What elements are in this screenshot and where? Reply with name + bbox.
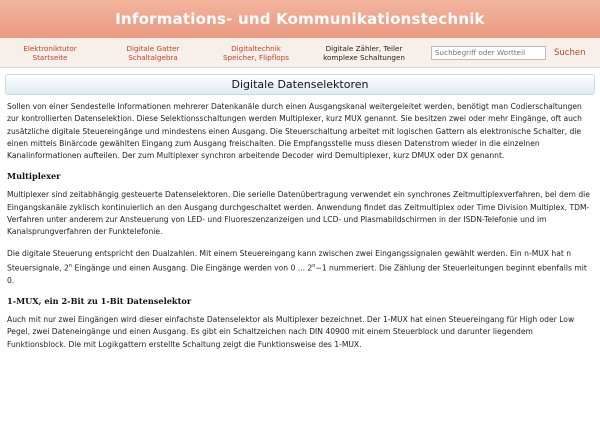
nav-link-line1: Elektroniktutor (23, 43, 77, 53)
page-title-bar (5, 74, 595, 95)
page-title: Digitale Datenselektoren (231, 78, 369, 91)
text-fragment: Eingänge und einen Ausgang. Die Eingänge werden von 0 ... 2 (72, 263, 313, 273)
site-title: Informations- und Kommunikationstechnik (115, 10, 485, 28)
search-input[interactable] (431, 46, 546, 60)
multiplexer-paragraph-2 (7, 248, 593, 287)
superscript-n: n (312, 262, 316, 269)
nav-link-gatter[interactable] (108, 44, 198, 62)
multiplexer-paragraph-1: Multiplexer sind zeitabhängig gesteuerte Datenselektoren. Die serielle Datenübertragung verwendet ein synchrones Zeitmultiplexverfahren, bei dem die Eingangskanäle zyklisch kontinuierlich an den Ausgang durchgeschaltet werden. Anwendung findet das Zeitmultiplex oder Time Division Multiplex, TDM-Verfahren unter anderem zur Ansteuerung von LED- und Fluoreszenzanzeigen und LCD- und Plasmabildschirmen in der ISDN-Telefonie und im Kanalsprungverfahren der Funktelefonie. (7, 190, 590, 237)
section-heading-1-mux: 1-MUX, ein 2-Bit zu 1-Bit Datenselektor (7, 296, 192, 307)
site-banner (0, 0, 600, 38)
text-fragment: Die digitale Steuerung entspricht den Dualzahlen. Mit einem Steuereingang kann zwischen zwei Eingangssignalen gewählt werden. Ein n-MUX hat n Steuersignale, 2 (7, 248, 572, 273)
main-content (0, 95, 600, 351)
top-navigation (0, 38, 600, 68)
search-area (431, 46, 585, 60)
section-heading-multiplexer: Multiplexer (7, 171, 61, 182)
nav-link-line1: Digitale Zähler, Teiler (325, 43, 403, 53)
nav-link-startseite[interactable] (6, 44, 94, 62)
text-fragment: −1 nummeriert. Die Zählung der Steuerleitungen beginnt ebenfalls mit 0. (7, 263, 587, 285)
nav-link-speicher[interactable] (210, 44, 302, 62)
nav-link-line2: Speicher, Flipflops (223, 52, 289, 62)
search-button[interactable]: Suchen (554, 47, 586, 58)
nav-link-line1: Digitaltechnik (231, 43, 281, 53)
nav-link-line1: Digitale Gatter (126, 43, 180, 53)
nav-link-line2: Startseite (32, 52, 68, 62)
nav-link-line2: Schaltalgebra (128, 52, 178, 62)
nav-link-zaehler-active[interactable] (312, 44, 416, 62)
superscript-n: n (68, 262, 73, 269)
intro-paragraph: Sollen von einer Sendestelle Informationen mehrerer Datenkanäle durch einen Ausgangskanal weitergeleitet werden, benötigt man Codierschaltungen zur kontrollierten Datenselektion. Diese Selektionsschaltungen werden Multiplexer, kurz MUX genannt. Sie besitzen zwei oder mehr Eingänge, oft auch zusätzliche digitale Steuereingänge und mindestens einen Ausgang. Die Steuerschaltung arbeitet mit logischen Gattern als elektronische Schalter, die einen mittels Binärcode gewählten Eingang zum Ausgang freischalten. Die Empfangsstelle muss diesen Datenstrom wieder in die einzelnen Kanalinformationen aufteilen. Der zum Multiplexer synchron arbeitende Decoder wird Demultiplexer, kurz DMUX oder DX genannt. (7, 102, 582, 161)
nav-link-line2: komplexe Schaltungen (323, 52, 405, 62)
mux-paragraph: Auch mit nur zwei Eingängen wird dieser einfachste Datenselektor als Multiplexer bezeichnet. Der 1-MUX hat einen Steuereingang für High oder Low Pegel, zwei Dateneingänge und einen Ausgang. Es gibt ein Schaltzeichen nach DIN 40900 mit einem Steuerblock und darunter liegendem Funktionsblock. Die mit Logikgattern erstellte Schaltung zeigt die Funktionsweise des 1-MUX. (7, 315, 575, 349)
